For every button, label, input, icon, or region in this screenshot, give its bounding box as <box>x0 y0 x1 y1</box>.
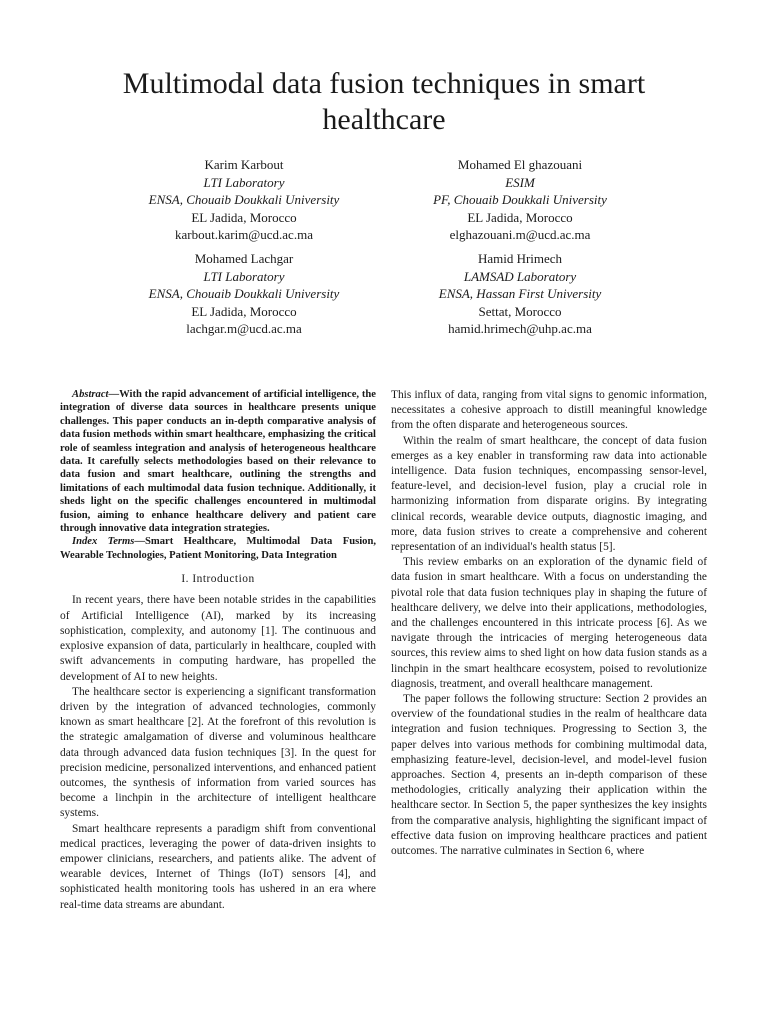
author-name: Mohamed Lachgar <box>194 251 294 266</box>
author-lab: LAMSAD Laboratory <box>463 268 577 284</box>
author-name: Hamid Hrimech <box>477 251 563 266</box>
author-block-4 <box>370 250 670 338</box>
author-institution: ENSA, Hassan First University <box>438 286 602 301</box>
author-block-2 <box>370 156 670 244</box>
author-location: Settat, Morocco <box>478 303 562 319</box>
body-paragraph: Smart healthcare represents a paradigm shift from conventional medical practices, leveraging the power of data-driven insights to empower clinicians, researchers, and patients alike. The advent of wearable devices, Internet of Things (IoT) sensors [4], and sophisticated health monitoring tools has ushered in an era where real-time data streams are abundant. <box>60 822 376 911</box>
section-heading-introduction: I. Introduction <box>181 573 255 586</box>
author-institution: PF, Chouaib Doukkali University <box>433 192 607 207</box>
body-paragraph: This influx of data, ranging from vital signs to genomic information, necessitates a cohesive approach to distill meaningful knowledge from the often disparate and heterogeneous sources. <box>391 389 707 432</box>
index-terms-text: —Smart Healthcare, Multimodal Data Fusion, Wearable Technologies, Patient Monitoring, Data Integration <box>60 536 376 561</box>
author-block-3 <box>94 250 394 338</box>
abstract-label: Abstract <box>72 389 109 400</box>
author-lab: LTI Laboratory <box>203 174 285 190</box>
body-paragraph: This review embarks on an exploration of the dynamic field of data fusion in smart healthcare. With a focus on understanding the pivotal role that data fusion techniques play in shaping the future of healthcare delivery, we delve into their applications, methodologies, and the challenges encountered in this intricate process [6]. As we navigate through the intricacies of merging heterogeneous data sources, this review aims to shed light on how data fusion stands as a linchpin in the smart healthcare ecosystem, poised to revolutionize diagnosis, treatment, and overall healthcare management. <box>391 556 707 690</box>
author-location: EL Jadida, Morocco <box>191 303 297 319</box>
author-email: elghazouani.m@ucd.ac.ma <box>449 227 591 242</box>
author-name: Mohamed El ghazouani <box>457 157 583 172</box>
body-paragraph: In recent years, there have been notable strides in the capabilities of Artificial Intelligence (AI), marked by its increasing sophistication, complexity, and autonomy [1]. The continuous and explosive expansion of data, particularly in healthcare, coupled with swift advancements in computing hardware, has propelled the development of AI to new heights. <box>60 594 376 683</box>
index-terms <box>60 535 376 562</box>
author-location: EL Jadida, Morocco <box>467 209 573 225</box>
author-name: Karim Karbout <box>204 157 284 172</box>
body-paragraph: The paper follows the following structure: Section 2 provides an overview of the foundational studies in the realm of healthcare data integration and fusion techniques. Progressing to Section 3, the paper delves into various methods for combining multimodal data, emphasizing feature-level, decision-level, and model-level fusion approaches. Section 4, presents an in-depth comparison of these methodologies, critically analyzing their application within the healthcare sector. In Section 5, the paper synthesizes the key insights from the comparative analysis, highlighting the significant impact of effective data fusion on improving healthcare practices and patient outcomes. The narrative culminates in Section 6, where <box>391 693 707 858</box>
right-column <box>391 388 707 859</box>
author-lab: ESIM <box>505 174 535 190</box>
author-institution: ENSA, Chouaib Doukkali University <box>148 192 340 207</box>
index-terms-label: Index Terms <box>72 536 135 548</box>
left-column <box>60 388 376 913</box>
author-location: EL Jadida, Morocco <box>191 209 297 225</box>
author-email: hamid.hrimech@uhp.ac.ma <box>448 321 592 336</box>
author-block-1 <box>94 156 394 244</box>
abstract <box>60 388 376 535</box>
author-email: lachgar.m@ucd.ac.ma <box>186 321 302 336</box>
author-lab: LTI Laboratory <box>203 268 285 284</box>
author-institution: ENSA, Chouaib Doukkali University <box>148 286 340 301</box>
abstract-text: —With the rapid advancement of artificial intelligence, the integration of diverse data sources in healthcare presents unique challenges. This paper conducts an in-depth comparative analysis of data fusion methods within smart healthcare, emphasizing the critical role of seamless integration and analysis of heterogeneous healthcare data. It carefully selects methodologies based on their relevance to data fusion and smart healthcare, outlining the strengths and limitations of each multimodal data fusion technique. Additionally, it sheds light on the specific challenges encountered in multimodal fusion, aiming to enhance healthcare delivery and patient care through innovative data integration strategies. <box>60 389 376 535</box>
body-paragraph: The healthcare sector is experiencing a significant transformation driven by the integration of advanced technologies, commonly known as smart healthcare [2]. At the forefront of this revolution is the strategic amalgamation of diverse and voluminous healthcare data through advanced data fusion techniques [3]. In the quest for precision medicine, personalized interventions, and enhanced patient outcomes, the synthesis of information from varied sources has become a linchpin in the architecture of intelligent healthcare systems. <box>60 685 376 820</box>
body-paragraph: Within the realm of smart healthcare, the concept of data fusion emerges as a key enabler in transforming raw data into actionable intelligence. Data fusion techniques, encompassing sensor-level, feature-level, and decision-level fusion, play a crucial role in harmonizing information from disparate origins. By integrating clinical records, wearable device outputs, diagnostic imaging, and more, data fusion strives to create a comprehensive and coherent representation of an individual's health status [5]. <box>391 434 707 554</box>
paper-title: Multimodal data fusion techniques in smart healthcare <box>122 67 646 136</box>
author-email: karbout.karim@ucd.ac.ma <box>175 227 313 242</box>
